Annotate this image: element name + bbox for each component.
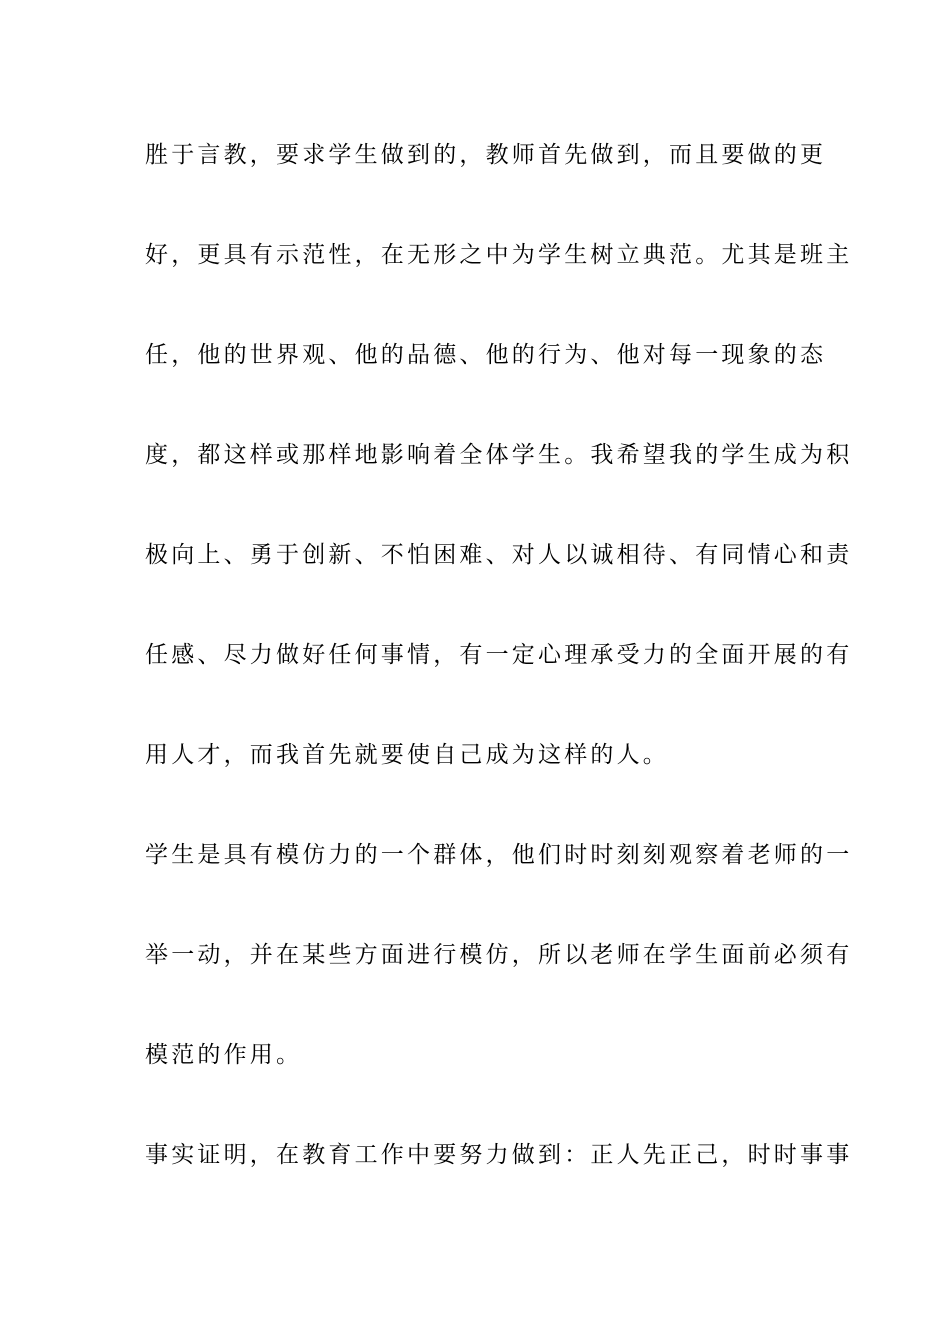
paragraph-1-line-7: 用人才，而我首先就要使自己成为这样的人。	[145, 742, 669, 768]
paragraph-2-line-2: 举一动，并在某些方面进行模仿，所以老师在学生面前必须有	[145, 942, 853, 968]
paragraph-1-line-6: 任感、尽力做好任何事情，有一定心理承受力的全面开展的有	[145, 642, 853, 668]
paragraph-2-line-3: 模范的作用。	[145, 1042, 303, 1068]
paragraph-2-line-1: 学生是具有模仿力的一个群体，他们时时刻刻观察着老师的一	[145, 842, 853, 868]
paragraph-3-line-1: 事实证明，在教育工作中要努力做到：正人先正己，时时事事	[145, 1142, 853, 1168]
paragraph-1-line-1: 胜于言教，要求学生做到的，教师首先做到，而且要做的更	[145, 142, 827, 168]
paragraph-1-line-5: 极向上、勇于创新、不怕困难、对人以诚相待、有同情心和责	[145, 542, 853, 568]
paragraph-1-line-3: 任，他的世界观、他的品德、他的行为、他对每一现象的态	[145, 342, 827, 368]
paragraph-1-line-4: 度，都这样或那样地影响着全体学生。我希望我的学生成为积	[145, 442, 853, 468]
paragraph-1-line-2: 好，更具有示范性，在无形之中为学生树立典范。尤其是班主	[145, 242, 853, 268]
